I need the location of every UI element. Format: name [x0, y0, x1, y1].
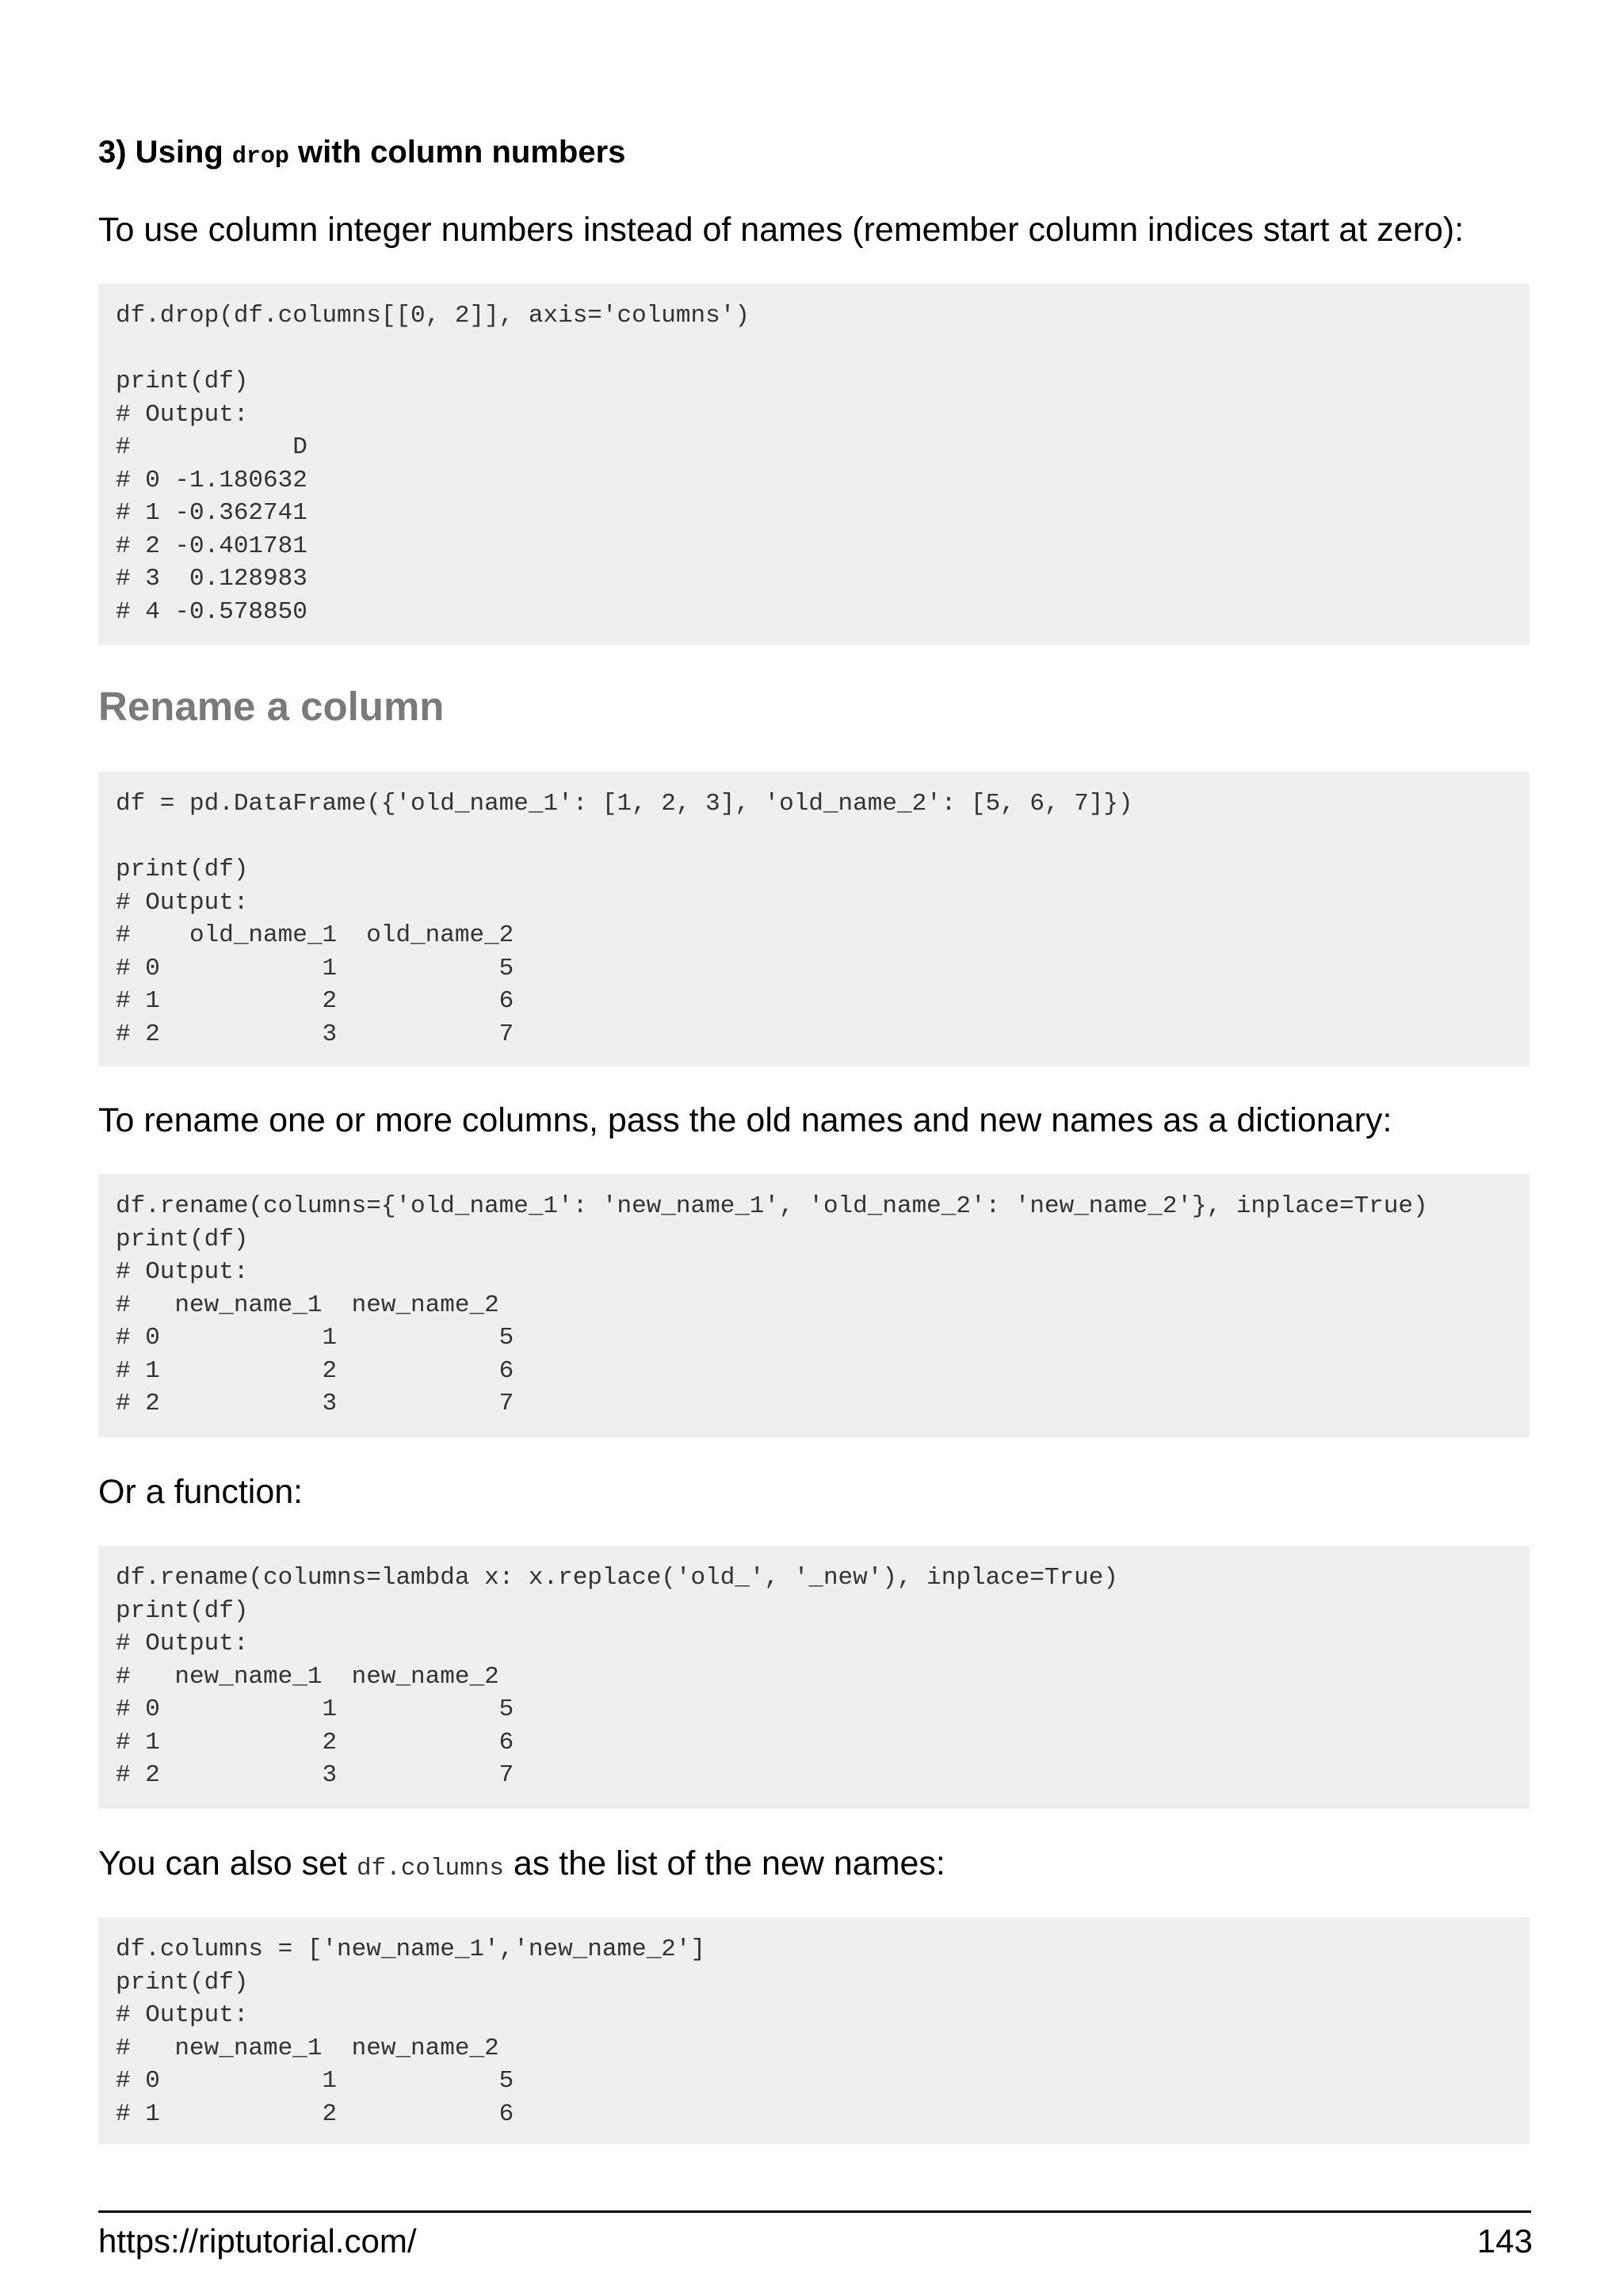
code-block-rename-dict: [98, 1174, 1529, 1437]
paragraph-rename-dict: To rename one or more columns, pass the old names and new names as a dictionary:: [98, 1101, 1392, 1139]
heading-prefix: 3) Using: [98, 135, 232, 170]
section-heading-rename: Rename a column: [98, 684, 445, 729]
paragraph-set-columns: [98, 1843, 945, 1890]
code-block-set-columns: [98, 1917, 1529, 2144]
set-columns-prefix: You can also set: [98, 1844, 357, 1882]
code-block-rename-function: [98, 1546, 1529, 1809]
code-block-create-dataframe: [98, 772, 1529, 1066]
footer-divider: [98, 2210, 1531, 2213]
set-columns-inline-code: df.columns: [356, 1855, 504, 1882]
section-heading-drop-column-numbers: [98, 133, 625, 176]
code-block-drop: [98, 284, 1529, 645]
set-columns-suffix: as the list of the new names:: [503, 1844, 945, 1882]
heading-suffix: with column numbers: [288, 135, 626, 170]
code-create-dataframe: df = pd.DataFrame({'old_name_1': [1, 2, 3], 'old_name_2': [5, 6, 7]}) print(df) # Output: # old_name_1 old_name_2 # 0 1 5 # 1 2 6 # 2 3 7: [116, 790, 1133, 1048]
footer-url: https://riptutorial.com/: [98, 2222, 417, 2260]
code-rename-dict: df.rename(columns={'old_name_1': 'new_name_1', 'old_name_2': 'new_name_2'}, inplace=True) print(df) # Output: # new_name_1 new_name_2 # 0 1 5 # 1 2 6 # 2 3 7: [116, 1192, 1428, 1417]
code-set-columns: df.columns = ['new_name_1','new_name_2'] print(df) # Output: # new_name_1 new_name_2 # 0 1 5 # 1 2 6: [116, 1936, 706, 2128]
code-rename-function: df.rename(columns=lambda x: x.replace('old_', '_new'), inplace=True) print(df) # Output: # new_name_1 new_name_2 # 0 1 5 # 1 2 6 # 2 3 7: [116, 1564, 1119, 1789]
page-number: 143: [1476, 2222, 1533, 2260]
code-drop: df.drop(df.columns[[0, 2]], axis='columns') print(df) # Output: # D # 0 -1.180632 # 1 -0.362741 # 2 -0.401781 # 3 0.128983 # 4 -0.578850: [116, 302, 750, 626]
paragraph-rename-function: Or a function:: [98, 1473, 304, 1511]
intro-paragraph: To use column integer numbers instead of names (remember column indices start at zero):: [98, 211, 1465, 249]
heading-inline-code: drop: [231, 143, 289, 170]
